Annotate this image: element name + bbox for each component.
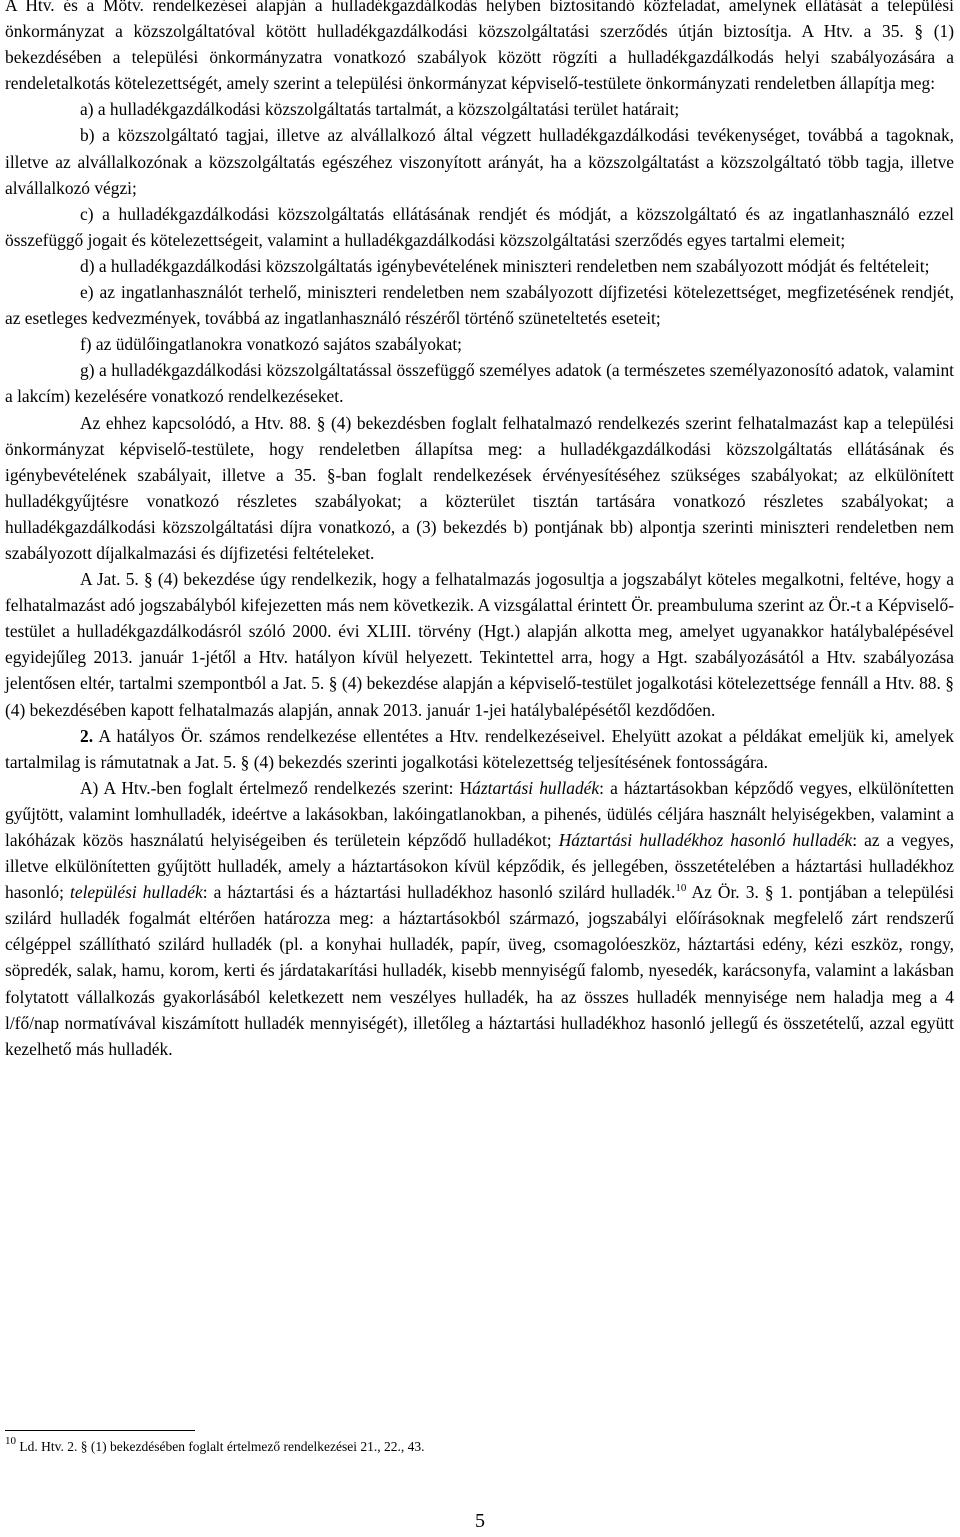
list-item-b: b) a közszolgáltató tagjai, illetve az alvállalkozó által végzett hulladékgazdálkodási tevékenységet, továbbá a tagoknak, illetve az alvállalkozónak a közszolgáltatás egészéhez viszonyított arányát, ha a közszolgáltatást a közszolgáltató több tagja, illetve alvállalkozó végzi; [5,125,954,198]
list-item-a: a) a hulladékgazdálkodási közszolgáltatás tartalmát, a közszolgáltatási terület határait; [80,99,680,120]
term-telepulesi-hulladek: települési hulladék [70,882,203,903]
footnote [5,1435,425,1456]
list-item-e: e) az ingatlanhasználót terhelő, miniszteri rendeletben nem szabályozott díjfizetési kötelezettséget, megfizetésének rendjét, az esetleges kedvezmények, továbbá az ingatlanhasználó részéről történő szüneteltetés eseteit; [5,282,954,329]
paragraph-htv-88: Az ehhez kapcsolódó, a Htv. 88. § (4) bekezdésben foglalt felhatalmazó rendelkezés szerint felhatalmazást kap a települési önkormányzat képviselő-testülete, hogy rendeletben állapítsa meg: a hulladékgazdálkodási közszolgáltatás ellátásának és igénybevételének szabályait, illetve a 35. §-ban foglalt rendelkezések érvényesítéséhez szükséges szabályokat; az elkülönített hulladékgyűjtésre vonatkozó részletes szabályokat; a közterület tisztán tartására vonatkozó részletes szabályokat; a hulladékgazdálkodási közszolgáltatási díjra vonatkozó, a (3) bekezdés b) pontjának bb) alpontja szerinti miniszteri rendeletben nem szabályozott díjalkalmazási és díjfizetési feltételeket. [5,412,954,563]
term-hasonlo-hulladek: Háztartási hulladékhoz hasonló hulladék [558,830,853,850]
paragraph-a-text-3: : a háztartási és a háztartási hulladékhoz hasonló szilárd hulladék. [202,882,676,903]
intro-paragraph: A Htv. és a Mötv. rendelkezései alapján a hulladékgazdálkodás helyben biztosítandó közfeladat, amelynek ellátását a települési önkormányzat a közszolgáltatóval kötött hulladékgazdálkodási közszolgáltatási szerződés útján biztosítja. A Htv. a 35. § (1) bekezdésében a települési önkormányzatra vonatkozó szabályok között rögzíti a hulladékgazdálkodás helyi szabályozására a rendeletalkotás kötelezettségét, amely szerint a települési önkormányzat képviselő-testülete önkormányzati rendeletben állapítja meg: [5,0,954,94]
body-text [5,0,954,1062]
paragraph-a [5,775,954,1062]
footnote-reference[interactable]: 10 [675,882,687,895]
list-item-g: g) a hulladékgazdálkodási közszolgáltatással összefüggő személyes adatok (a természetes személyazonosító adatok, valamint a lakcím) kezelésére vonatkozó rendelkezéseket. [5,360,954,407]
paragraph-2 [5,723,954,775]
list-item-d: d) a hulladékgazdálkodási közszolgáltatás igénybevételének miniszteri rendeletben nem szabályozott módját és feltételeit; [80,255,930,276]
paragraph-jat: A Jat. 5. § (4) bekezdése úgy rendelkezik, hogy a felhatalmazás jogosultja a jogszabályt köteles megalkotni, feltéve, hogy a felhatalmazást adó jogszabályból kifejezetten más nem következik. A vizsgálattal érintett Ör. preambuluma szerint az Ör.-t a Képviselő-testület a hulladékgazdálkodásról szóló 2000. évi XLIII. törvény (Hgt.) alapján alkotta meg, amelyet ugyanakkor hatálybalépésével egyidejűleg 2013. január 1-jétől a Htv. hatályon kívül helyezett. Tekintettel arra, hogy a Hgt. szabályozásától a Htv. szabályozása jelentősen eltér, tartalmi szempontból a Jat. 5. § (4) bekezdése alapján a képviselő-testület jogalkotási kötelezettsége fennáll a Htv. 88. § (4) bekezdésében kapott felhatalmazás alapján, annak 2013. január 1-jei hatálybalépésétől kezdődően. [5,569,954,720]
page-number: 5 [475,1510,485,1532]
paragraph-2-number: 2. [80,725,94,746]
term-haztartasi-hulladek: áztartási hulladék [472,777,600,798]
paragraph-2-text: A hatályos Ör. számos rendelkezése ellentétes a Htv. rendelkezéseivel. Ehelyütt azokat a példákat emeljük ki, amelyek tartalmilag is rámutatnak a Jat. 5. § (4) bekezdés szerinti jogalkotási kötelezettség teljesítésének fontosságára. [5,725,954,772]
paragraph-a-text-2: : az a vegyes, illetve elkülönítetten gyűjtött hulladék, amely a háztartásokon kívül képződik, és jellegében, összetételében a háztartási hulladékhoz hasonló; [5,830,954,903]
footnote-number: 10 [5,1435,16,1447]
list-item-f: f) az üdülőingatlanokra vonatkozó sajátos szabályokat; [80,334,462,355]
paragraph-a-text-4: Az Ör. 3. § 1. pontjában a települési szilárd hulladék fogalmát eltérően határozza meg: a háztartásokból származó, jogszabályi előírásoknak megfelelő zárt rendszerű célgéppel szállítható szilárd hulladék (pl. a konyhai hulladék, papír, üveg, csomagolóeszköz, háztartási edény, kézi eszköz, rongy, söpredék, salak, hamu, korom, kerti és járdatakarítási hulladék, kisebb mennyiségű falomb, nyesedék, karácsonyfa, valamint a lakásban folytatott vállalkozás gyakorlásából keletkezett nem veszélyes hulladék, ha az összes hulladék mennyisége nem haladja meg a 4 l/fő/nap normatívával kiszámított hulladék mennyiségét), illetőleg a háztartási hulladékhoz hasonló jellegű és összetételű, azzal együtt kezelhető más hulladék. [5,882,955,1059]
paragraph-a-text-1: : a háztartásokban képződő vegyes, elkülönítetten gyűjtött, valamint lomhulladék, ideértve a lakásokban, lakóingatlanokban, a pihenés, üdülés céljára használt helyiségekben, valamint a lakóházak közös használatú helyiségeiben és területein képződő hulladékot; [5,777,954,850]
list-item-c: c) a hulladékgazdálkodási közszolgáltatás ellátásának rendjét és módját, a közszolgáltató és az ingatlanhasználó ezzel összefüggő jogait és kötelezettségeit, valamint a hulladékgazdálkodási közszolgáltatási szerződés egyes tartalmi elemeit; [5,203,954,250]
paragraph-a-lead: A) A Htv.-ben foglalt értelmező rendelkezés szerint: H [80,777,473,798]
footnote-separator [5,1430,195,1431]
footnote-text: Ld. Htv. 2. § (1) bekezdésében foglalt értelmező rendelkezései 21., 22., 43. [16,1439,425,1454]
